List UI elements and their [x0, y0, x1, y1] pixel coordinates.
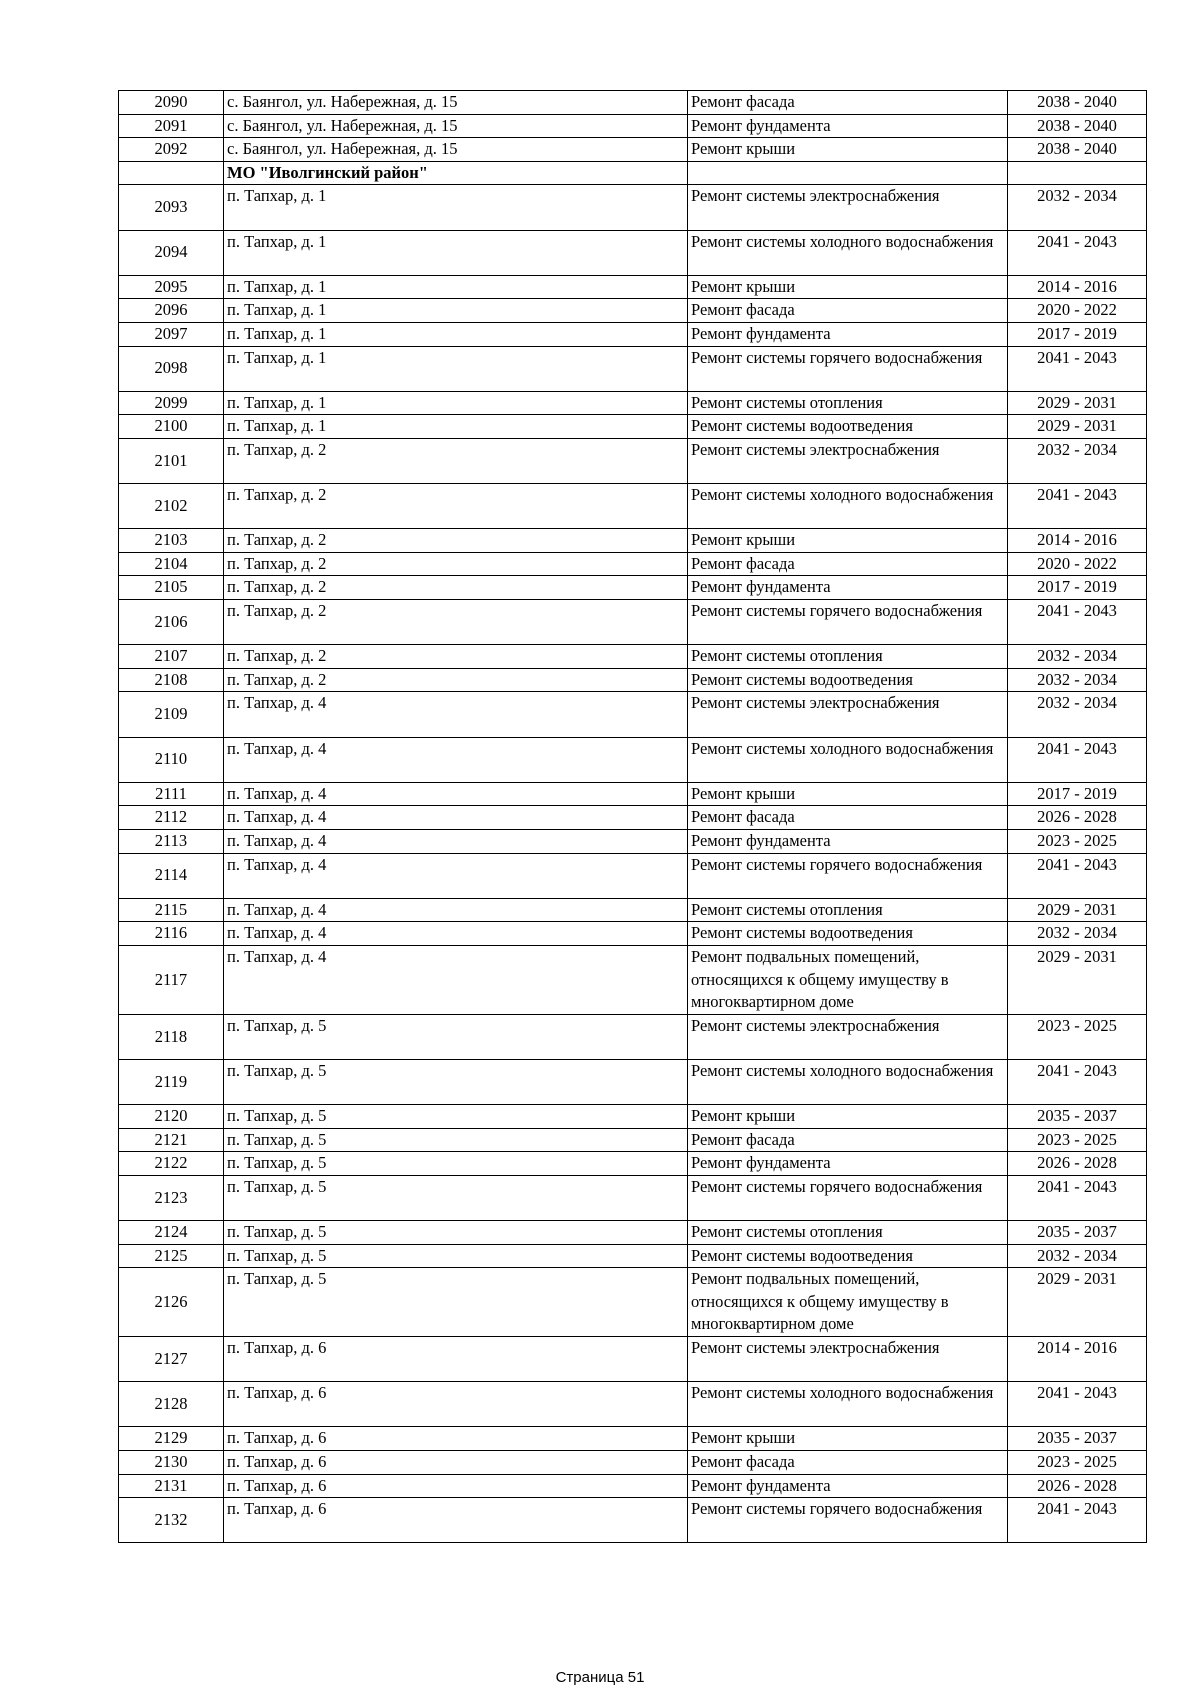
cell-work — [688, 161, 1008, 185]
cell-work: Ремонт системы электроснабжения — [688, 185, 1008, 230]
cell-num: 2091 — [119, 114, 224, 138]
cell-address: п. Тапхар, д. 6 — [224, 1474, 688, 1498]
table-row — [119, 1128, 1147, 1152]
cell-address: п. Тапхар, д. 5 — [224, 1268, 688, 1337]
cell-work: Ремонт фасада — [688, 806, 1008, 830]
cell-num: 2127 — [119, 1337, 224, 1382]
cell-period: 2032 - 2034 — [1008, 922, 1147, 946]
cell-address: п. Тапхар, д. 2 — [224, 529, 688, 553]
cell-period: 2023 - 2025 — [1008, 1014, 1147, 1059]
cell-num: 2110 — [119, 737, 224, 782]
cell-num: 2092 — [119, 138, 224, 162]
table-row — [119, 1498, 1147, 1543]
table-row — [119, 898, 1147, 922]
repair-schedule-table — [118, 90, 1147, 1543]
cell-num: 2116 — [119, 922, 224, 946]
table-row — [119, 1105, 1147, 1129]
cell-period: 2041 - 2043 — [1008, 484, 1147, 529]
cell-period: 2023 - 2025 — [1008, 1451, 1147, 1475]
table-row — [119, 1382, 1147, 1427]
table-row — [119, 1474, 1147, 1498]
cell-period: 2041 - 2043 — [1008, 1498, 1147, 1543]
cell-work: Ремонт системы холодного водоснабжения — [688, 230, 1008, 275]
cell-work: Ремонт крыши — [688, 529, 1008, 553]
cell-work: Ремонт фасада — [688, 1451, 1008, 1475]
cell-num: 2100 — [119, 415, 224, 439]
cell-num: 2102 — [119, 484, 224, 529]
cell-period: 2032 - 2034 — [1008, 692, 1147, 737]
table-row — [119, 346, 1147, 391]
cell-address: п. Тапхар, д. 2 — [224, 645, 688, 669]
cell-work: Ремонт фасада — [688, 299, 1008, 323]
cell-address: п. Тапхар, д. 4 — [224, 945, 688, 1014]
cell-address: п. Тапхар, д. 1 — [224, 391, 688, 415]
cell-address: п. Тапхар, д. 4 — [224, 806, 688, 830]
cell-work: Ремонт крыши — [688, 275, 1008, 299]
cell-num: 2093 — [119, 185, 224, 230]
page-footer: Страница 51 — [555, 1669, 645, 1686]
cell-period: 2032 - 2034 — [1008, 1244, 1147, 1268]
cell-period: 2029 - 2031 — [1008, 391, 1147, 415]
cell-num: 2123 — [119, 1175, 224, 1220]
cell-num: 2103 — [119, 529, 224, 553]
cell-num: 2094 — [119, 230, 224, 275]
cell-work: Ремонт системы горячего водоснабжения — [688, 853, 1008, 898]
cell-address: п. Тапхар, д. 5 — [224, 1059, 688, 1104]
cell-period: 2041 - 2043 — [1008, 1175, 1147, 1220]
table-row — [119, 299, 1147, 323]
table-row — [119, 945, 1147, 1014]
cell-work: Ремонт подвальных помещений, относящихся к общему имуществу в многоквартирном доме — [688, 1268, 1008, 1337]
cell-num: 2122 — [119, 1152, 224, 1176]
cell-period: 2020 - 2022 — [1008, 299, 1147, 323]
cell-num: 2118 — [119, 1014, 224, 1059]
table-row — [119, 185, 1147, 230]
cell-work: Ремонт системы отопления — [688, 1221, 1008, 1245]
cell-work: Ремонт фасада — [688, 1128, 1008, 1152]
cell-num: 2113 — [119, 830, 224, 854]
cell-work: Ремонт фундамента — [688, 1152, 1008, 1176]
table-row — [119, 806, 1147, 830]
cell-address: п. Тапхар, д. 1 — [224, 415, 688, 439]
cell-num: 2098 — [119, 346, 224, 391]
cell-address: п. Тапхар, д. 6 — [224, 1451, 688, 1475]
cell-num: 2096 — [119, 299, 224, 323]
cell-work: Ремонт системы водоотведения — [688, 668, 1008, 692]
table-row — [119, 1221, 1147, 1245]
cell-work: Ремонт системы горячего водоснабжения — [688, 600, 1008, 645]
cell-period: 2032 - 2034 — [1008, 645, 1147, 669]
cell-address: п. Тапхар, д. 4 — [224, 737, 688, 782]
cell-period: 2038 - 2040 — [1008, 114, 1147, 138]
table-body — [119, 91, 1147, 1543]
cell-period: 2032 - 2034 — [1008, 668, 1147, 692]
cell-address: п. Тапхар, д. 1 — [224, 346, 688, 391]
cell-period: 2035 - 2037 — [1008, 1221, 1147, 1245]
cell-num: 2114 — [119, 853, 224, 898]
cell-address: с. Баянгол, ул. Набережная, д. 15 — [224, 138, 688, 162]
cell-address: п. Тапхар, д. 1 — [224, 275, 688, 299]
cell-address: п. Тапхар, д. 2 — [224, 484, 688, 529]
cell-period: 2017 - 2019 — [1008, 782, 1147, 806]
cell-period: 2038 - 2040 — [1008, 138, 1147, 162]
cell-period: 2041 - 2043 — [1008, 1382, 1147, 1427]
cell-work: Ремонт системы электроснабжения — [688, 438, 1008, 483]
table-row — [119, 600, 1147, 645]
cell-address: п. Тапхар, д. 2 — [224, 668, 688, 692]
cell-period: 2038 - 2040 — [1008, 91, 1147, 115]
cell-address: п. Тапхар, д. 5 — [224, 1221, 688, 1245]
cell-address: п. Тапхар, д. 5 — [224, 1152, 688, 1176]
cell-work: Ремонт системы электроснабжения — [688, 692, 1008, 737]
cell-num — [119, 161, 224, 185]
cell-period: 2041 - 2043 — [1008, 346, 1147, 391]
cell-num: 2097 — [119, 322, 224, 346]
cell-num: 2106 — [119, 600, 224, 645]
table-row — [119, 692, 1147, 737]
cell-num: 2129 — [119, 1427, 224, 1451]
table-row — [119, 853, 1147, 898]
cell-address: п. Тапхар, д. 5 — [224, 1105, 688, 1129]
cell-period: 2026 - 2028 — [1008, 1152, 1147, 1176]
cell-work: Ремонт подвальных помещений, относящихся к общему имуществу в многоквартирном доме — [688, 945, 1008, 1014]
table-row — [119, 1451, 1147, 1475]
cell-work: Ремонт системы холодного водоснабжения — [688, 737, 1008, 782]
cell-period: 2029 - 2031 — [1008, 415, 1147, 439]
cell-num: 2120 — [119, 1105, 224, 1129]
cell-work: Ремонт системы холодного водоснабжения — [688, 1382, 1008, 1427]
table-row — [119, 1337, 1147, 1382]
cell-num: 2112 — [119, 806, 224, 830]
table-row — [119, 576, 1147, 600]
cell-work: Ремонт системы горячего водоснабжения — [688, 1498, 1008, 1543]
cell-address: п. Тапхар, д. 1 — [224, 230, 688, 275]
table-row — [119, 782, 1147, 806]
cell-num: 2125 — [119, 1244, 224, 1268]
cell-period — [1008, 161, 1147, 185]
table-row — [119, 415, 1147, 439]
cell-num: 2095 — [119, 275, 224, 299]
cell-address: п. Тапхар, д. 5 — [224, 1175, 688, 1220]
table-row — [119, 922, 1147, 946]
table-row — [119, 529, 1147, 553]
cell-work: Ремонт фундамента — [688, 322, 1008, 346]
cell-num: 2108 — [119, 668, 224, 692]
table-row — [119, 645, 1147, 669]
cell-num: 2119 — [119, 1059, 224, 1104]
cell-period: 2026 - 2028 — [1008, 806, 1147, 830]
cell-address: п. Тапхар, д. 4 — [224, 830, 688, 854]
cell-work: Ремонт крыши — [688, 1427, 1008, 1451]
cell-address: п. Тапхар, д. 5 — [224, 1014, 688, 1059]
cell-period: 2017 - 2019 — [1008, 576, 1147, 600]
cell-period: 2023 - 2025 — [1008, 830, 1147, 854]
cell-work: Ремонт системы водоотведения — [688, 1244, 1008, 1268]
table-row — [119, 230, 1147, 275]
table-row — [119, 1014, 1147, 1059]
cell-address: п. Тапхар, д. 1 — [224, 185, 688, 230]
cell-address: п. Тапхар, д. 2 — [224, 438, 688, 483]
table-row — [119, 391, 1147, 415]
cell-period: 2029 - 2031 — [1008, 898, 1147, 922]
cell-address: п. Тапхар, д. 4 — [224, 898, 688, 922]
cell-work: Ремонт фундамента — [688, 830, 1008, 854]
table-row — [119, 438, 1147, 483]
cell-address: п. Тапхар, д. 2 — [224, 600, 688, 645]
cell-work: Ремонт системы холодного водоснабжения — [688, 1059, 1008, 1104]
cell-period: 2029 - 2031 — [1008, 1268, 1147, 1337]
table-row — [119, 1059, 1147, 1104]
cell-num: 2130 — [119, 1451, 224, 1475]
table-row — [119, 91, 1147, 115]
cell-num: 2126 — [119, 1268, 224, 1337]
cell-period: 2020 - 2022 — [1008, 552, 1147, 576]
cell-period: 2023 - 2025 — [1008, 1128, 1147, 1152]
cell-work: Ремонт системы отопления — [688, 391, 1008, 415]
cell-period: 2032 - 2034 — [1008, 438, 1147, 483]
cell-num: 2099 — [119, 391, 224, 415]
cell-num: 2115 — [119, 898, 224, 922]
table-row — [119, 830, 1147, 854]
cell-num: 2104 — [119, 552, 224, 576]
table-row — [119, 1427, 1147, 1451]
cell-period: 2041 - 2043 — [1008, 853, 1147, 898]
cell-period: 2041 - 2043 — [1008, 737, 1147, 782]
cell-period: 2014 - 2016 — [1008, 529, 1147, 553]
cell-work: Ремонт системы электроснабжения — [688, 1014, 1008, 1059]
cell-address: п. Тапхар, д. 5 — [224, 1128, 688, 1152]
cell-period: 2017 - 2019 — [1008, 322, 1147, 346]
table-row — [119, 737, 1147, 782]
cell-num: 2131 — [119, 1474, 224, 1498]
table-row — [119, 138, 1147, 162]
cell-address: п. Тапхар, д. 6 — [224, 1427, 688, 1451]
cell-work: Ремонт фундамента — [688, 1474, 1008, 1498]
cell-work: Ремонт крыши — [688, 782, 1008, 806]
cell-address: п. Тапхар, д. 6 — [224, 1337, 688, 1382]
cell-work: Ремонт системы холодного водоснабжения — [688, 484, 1008, 529]
cell-address: п. Тапхар, д. 4 — [224, 782, 688, 806]
section-row — [119, 161, 1147, 185]
cell-num: 2117 — [119, 945, 224, 1014]
cell-work: Ремонт системы водоотведения — [688, 922, 1008, 946]
cell-work: Ремонт системы электроснабжения — [688, 1337, 1008, 1382]
cell-num: 2105 — [119, 576, 224, 600]
cell-address: п. Тапхар, д. 1 — [224, 322, 688, 346]
cell-address: п. Тапхар, д. 4 — [224, 692, 688, 737]
cell-address: с. Баянгол, ул. Набережная, д. 15 — [224, 114, 688, 138]
cell-address: п. Тапхар, д. 6 — [224, 1498, 688, 1543]
cell-num: 2111 — [119, 782, 224, 806]
cell-period: 2041 - 2043 — [1008, 230, 1147, 275]
cell-num: 2121 — [119, 1128, 224, 1152]
cell-work: Ремонт фундамента — [688, 114, 1008, 138]
cell-address: п. Тапхар, д. 5 — [224, 1244, 688, 1268]
cell-address: п. Тапхар, д. 6 — [224, 1382, 688, 1427]
cell-num: 2090 — [119, 91, 224, 115]
cell-period: 2041 - 2043 — [1008, 1059, 1147, 1104]
cell-period: 2014 - 2016 — [1008, 1337, 1147, 1382]
cell-work: Ремонт системы горячего водоснабжения — [688, 1175, 1008, 1220]
cell-num: 2101 — [119, 438, 224, 483]
table-row — [119, 1175, 1147, 1220]
cell-num: 2124 — [119, 1221, 224, 1245]
cell-work: Ремонт системы отопления — [688, 645, 1008, 669]
table-row — [119, 275, 1147, 299]
cell-address: п. Тапхар, д. 1 — [224, 299, 688, 323]
table-row — [119, 1244, 1147, 1268]
cell-period: 2035 - 2037 — [1008, 1105, 1147, 1129]
cell-num: 2107 — [119, 645, 224, 669]
cell-work: Ремонт системы отопления — [688, 898, 1008, 922]
table-row — [119, 552, 1147, 576]
cell-work: Ремонт системы водоотведения — [688, 415, 1008, 439]
table-row — [119, 1152, 1147, 1176]
cell-address: с. Баянгол, ул. Набережная, д. 15 — [224, 91, 688, 115]
cell-address: п. Тапхар, д. 2 — [224, 552, 688, 576]
table-row — [119, 322, 1147, 346]
cell-period: 2014 - 2016 — [1008, 275, 1147, 299]
cell-work: Ремонт фасада — [688, 552, 1008, 576]
cell-period: 2032 - 2034 — [1008, 185, 1147, 230]
cell-work: Ремонт крыши — [688, 1105, 1008, 1129]
table-row — [119, 114, 1147, 138]
cell-period: 2041 - 2043 — [1008, 600, 1147, 645]
cell-num: 2128 — [119, 1382, 224, 1427]
cell-period: 2035 - 2037 — [1008, 1427, 1147, 1451]
table-row — [119, 484, 1147, 529]
cell-num: 2132 — [119, 1498, 224, 1543]
cell-work: Ремонт фасада — [688, 91, 1008, 115]
cell-work: Ремонт системы горячего водоснабжения — [688, 346, 1008, 391]
cell-work: Ремонт фундамента — [688, 576, 1008, 600]
cell-period: 2029 - 2031 — [1008, 945, 1147, 1014]
section-title: МО "Иволгинский район" — [224, 161, 688, 185]
table-row — [119, 668, 1147, 692]
cell-address: п. Тапхар, д. 4 — [224, 853, 688, 898]
cell-address: п. Тапхар, д. 4 — [224, 922, 688, 946]
cell-num: 2109 — [119, 692, 224, 737]
cell-work: Ремонт крыши — [688, 138, 1008, 162]
table-row — [119, 1268, 1147, 1337]
cell-address: п. Тапхар, д. 2 — [224, 576, 688, 600]
cell-period: 2026 - 2028 — [1008, 1474, 1147, 1498]
